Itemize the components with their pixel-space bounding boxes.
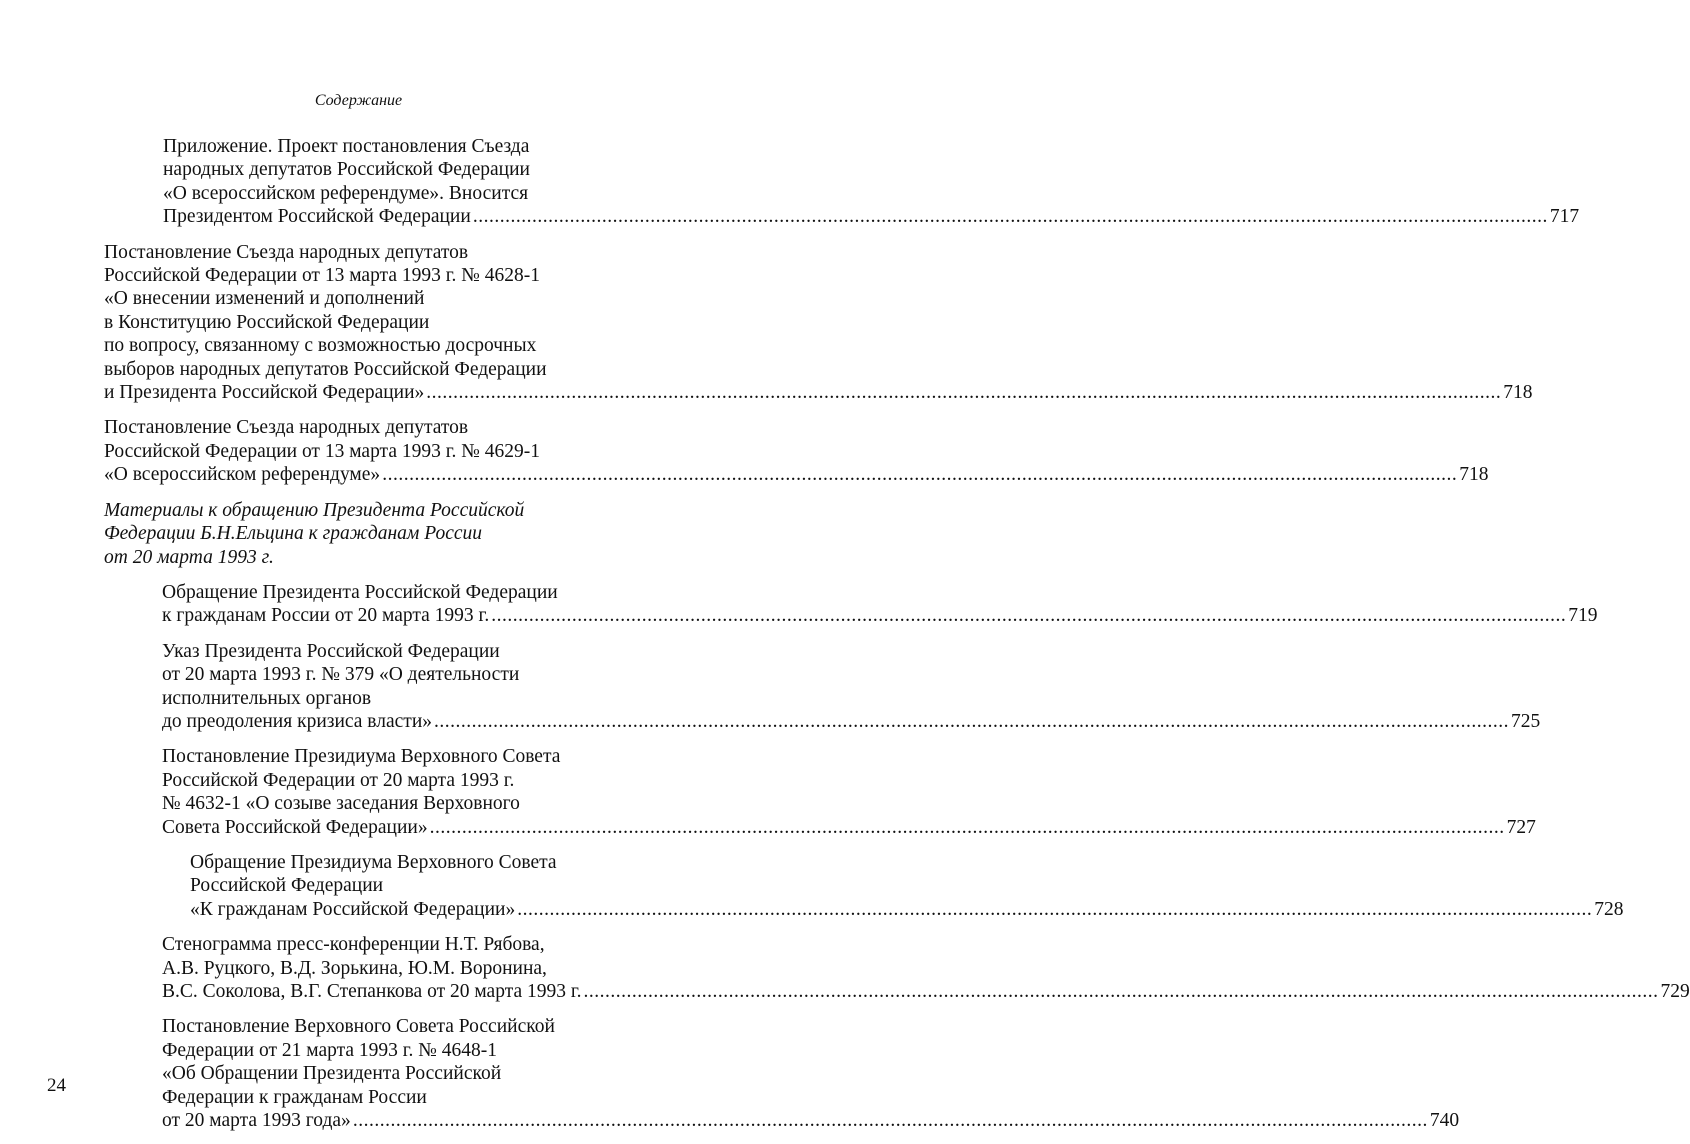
toc-entry	[162, 581, 1598, 628]
dot-leader: ........................................................................................................................................................................................................	[491, 605, 1567, 627]
toc-entry-text: Президентом Российской Федерации	[163, 206, 471, 228]
toc-entry-text: В.С. Соколова, В.Г. Степанкова от 20 марта 1993 г.	[162, 981, 582, 1002]
toc-entry-line: Постановление Верховного Совета Российской	[162, 1016, 555, 1038]
running-header: Содержание	[314, 92, 403, 109]
toc-entry-line: Постановление Съезда народных депутатов	[104, 417, 469, 439]
toc-entry-line: Постановление Президиума Верховного Совета	[162, 746, 561, 768]
toc-entry-line: Указ Президента Российской Федерации	[162, 640, 500, 662]
toc-entry	[163, 135, 1580, 229]
dot-leader: ........................................................................................................................................................................................................	[472, 206, 1548, 228]
toc-entry-line: Российской Федерации	[190, 875, 384, 897]
toc-entry-line: Материалы к обращению Президента Российской	[104, 499, 525, 521]
toc-entry	[162, 745, 1536, 839]
toc-entry-line: «Об Обращении Президента Российской	[162, 1063, 502, 1085]
toc-entry-line: Российской Федерации от 13 марта 1993 г. № 4628-1	[104, 265, 540, 287]
toc-entry-line	[162, 816, 1536, 839]
toc-entry	[162, 640, 1541, 734]
dot-leader: ........................................................................................................................................................................................................	[352, 1110, 1428, 1132]
toc-entry-text: Совета Российской Федерации»	[162, 816, 428, 838]
toc-entry-line: Обращение Президиума Верховного Совета	[190, 851, 557, 873]
toc-entry-line	[162, 1109, 1460, 1132]
toc-entry-line: «О внесении изменений и дополнений	[104, 288, 425, 310]
dot-leader: ........................................................................................................................................................................................................	[583, 981, 1659, 1002]
dot-leader: ........................................................................................................................................................................................................	[517, 898, 1593, 920]
toc-entry-line: «О всероссийском референдуме». Вносится	[163, 182, 529, 204]
toc-entry	[162, 1015, 1460, 1132]
toc-entry-text: и Президента Российской Федерации»	[104, 382, 425, 404]
toc-entry	[190, 851, 1624, 921]
toc-entry-line	[162, 604, 1598, 627]
toc-entry-line	[190, 898, 1624, 921]
dot-leader: ........................................................................................................................................................................................................	[426, 382, 1502, 404]
toc-page-number: 729	[1660, 981, 1690, 1002]
toc-page-number: 719	[1568, 605, 1598, 627]
toc-entry-line	[163, 205, 1580, 228]
toc-page-number: 725	[1511, 710, 1541, 732]
toc-page-number: 717	[1549, 206, 1580, 228]
toc-page-number: 727	[1506, 816, 1536, 838]
toc-entry-line: Федерации Б.Н.Ельцина к гражданам России	[104, 523, 483, 545]
toc-entry-line: от 20 марта 1993 г. № 379 «О деятельности	[162, 664, 520, 686]
toc-entry-line	[104, 463, 1489, 486]
toc-entry-line	[104, 381, 1533, 404]
toc-entry-line	[162, 980, 1690, 1003]
table-of-contents	[0, 135, 1690, 1144]
toc-entry	[104, 241, 1533, 405]
toc-entry-line: Постановление Съезда народных депутатов	[104, 241, 469, 263]
toc-entry-line: исполнительных органов	[162, 687, 372, 709]
dot-leader: ........................................................................................................................................................................................................	[429, 816, 1505, 838]
toc-entry-line: Российской Федерации от 20 марта 1993 г.	[162, 769, 515, 791]
toc-entry-line: народных депутатов Российской Федерации	[163, 159, 530, 181]
toc-entry-line: по вопросу, связанному с возможностью досрочных	[104, 335, 537, 357]
toc-entry-text: к гражданам России от 20 марта 1993 г.	[162, 605, 490, 627]
page-number: 24	[47, 1075, 66, 1096]
toc-entry-line: Федерации от 21 марта 1993 г. № 4648-1	[162, 1039, 498, 1061]
toc-entry	[104, 416, 1489, 486]
toc-entry-line: от 20 марта 1993 г.	[104, 546, 274, 568]
toc-entry-line: № 4632-1 «О созыве заседания Верховного	[162, 793, 520, 815]
toc-entry-text: «К гражданам Российской Федерации»	[190, 898, 516, 920]
toc-page-number: 718	[1459, 464, 1489, 486]
toc-entry-line	[162, 710, 1541, 733]
dot-leader: ........................................................................................................................................................................................................	[382, 464, 1458, 486]
toc-page-number: 718	[1503, 382, 1533, 404]
toc-page-number: 740	[1429, 1110, 1460, 1132]
toc-entry-line: Приложение. Проект постановления Съезда	[163, 136, 530, 157]
toc-entry-line: в Конституцию Российской Федерации	[104, 311, 430, 333]
toc-entry-line: Федерации к гражданам России	[162, 1086, 427, 1108]
toc-entry-line: выборов народных депутатов Российской Федерации	[104, 358, 547, 380]
toc-entry-text: до преодоления кризиса власти»	[162, 710, 433, 732]
toc-entry	[162, 933, 1690, 1003]
toc-entry-text: от 20 марта 1993 года»	[162, 1110, 351, 1132]
toc-entry-line: А.В. Руцкого, В.Д. Зорькина, Ю.М. Воронина,	[162, 957, 547, 979]
toc-section-heading	[104, 499, 672, 569]
toc-entry-line: Обращение Президента Российской Федерации	[162, 581, 558, 603]
toc-entry-line: Российской Федерации от 13 марта 1993 г. № 4629-1	[104, 440, 540, 462]
dot-leader: ........................................................................................................................................................................................................	[434, 710, 1510, 732]
toc-entry-text: «О всероссийском референдуме»	[104, 464, 381, 486]
toc-page-number: 728	[1594, 898, 1624, 920]
toc-entry-line: Стенограмма пресс-конференции Н.Т. Рябова,	[162, 934, 545, 956]
